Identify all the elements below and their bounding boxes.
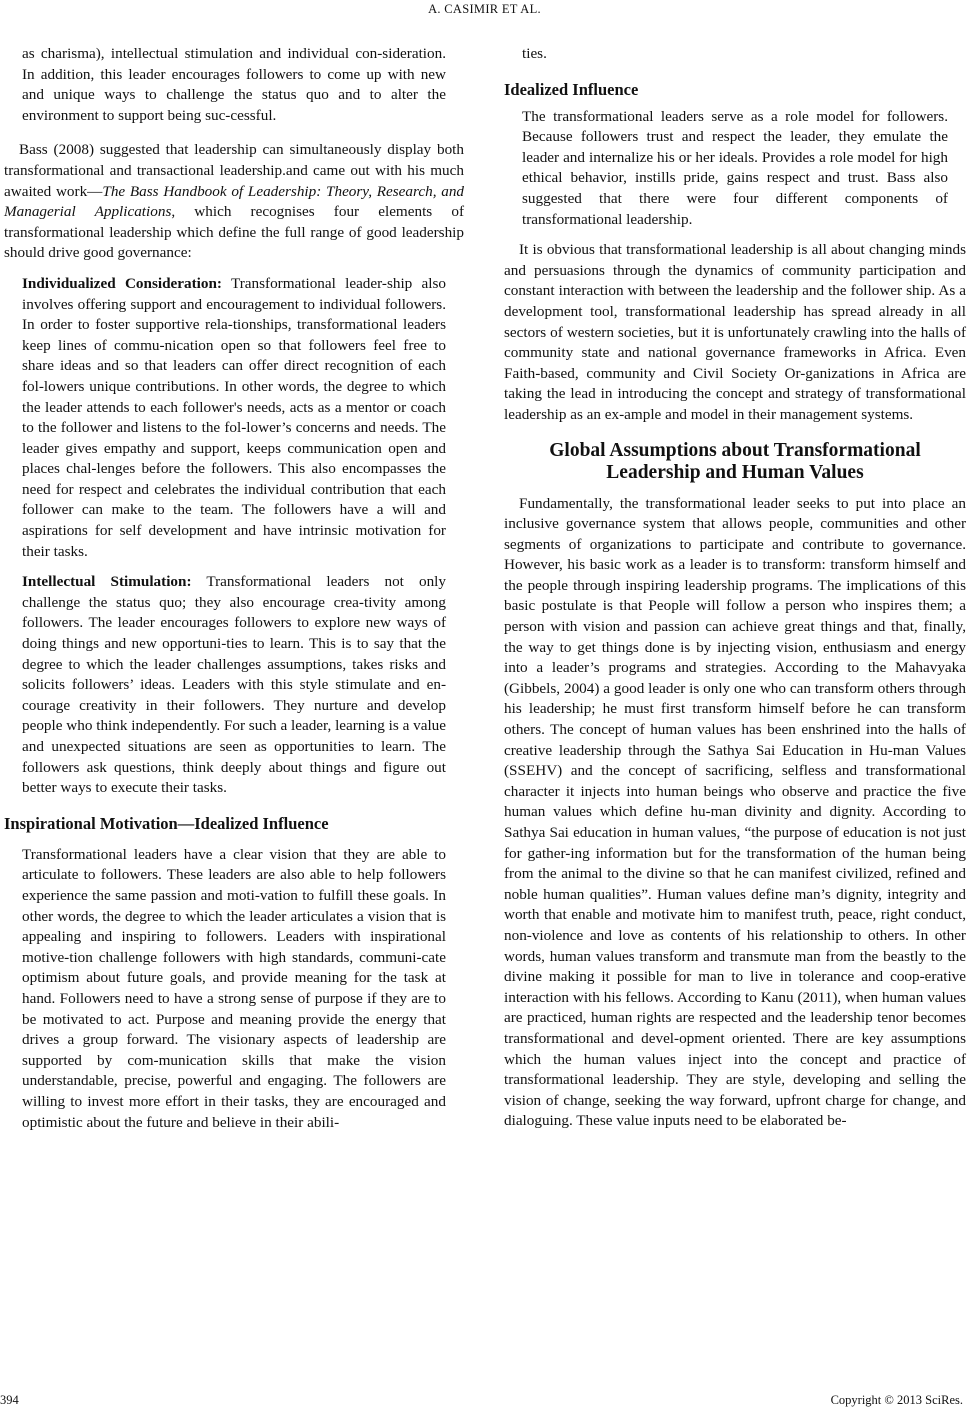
bass-handbook-title: The Bass Handbook of Leadership: Theory, Research, and Managerial Applications <box>4 182 465 221</box>
is-term: Intellectual Stimulation: <box>22 573 192 591</box>
running-head: A. CASIMIR ET AL. <box>428 2 541 16</box>
ic-text: Transformational leader-ship also involves offering support and encouragement to individual followers. In order to foster supportive rela-tionships, transformational leaders keep lines of commu-nication open so that followers feel free to share ideas and so that leaders can offer direct recognition of each fol-lowers unique contributions. In other words, the degree to which the leader attends to each follower's needs, acts as a mentor or coach to the follower and listens to the fol-lower’s concerns and needs. The leader gives empathy and support, keeps communication open and places chal-lenges before the followers. This also encompasses the need for respect and celebrates the individual contribution that each follower can make to the team. The followers have a will and aspirations for self development and have intrinsic motivation for their tasks. <box>22 274 446 560</box>
is-text: Transformational leaders not only challenge the status quo; they also encourage crea-tivity among followers. The leader encourages followers to explore new ways of doing things and new opportuni-ties to learn. This is to say that the degree to which the leader challenges assumptions, takes risks and solicits followers’ ideas. Leaders with this style stimulate and en-courage creativity in their followers. They nurture and develop people who think independently. For such a leader, learning is a value and unexpected situations are seen as opportunities to learn. The followers ask questions, think deeply about things and figure out better ways to execute their tasks. <box>22 573 446 797</box>
right-column <box>504 44 966 1132</box>
copyright: Copyright © 2013 SciRes. <box>830 1393 963 1407</box>
heading-idealized-influence: Idealized Influence <box>504 79 639 99</box>
intellectual-stimulation <box>22 572 446 799</box>
paragraph-bass <box>4 140 464 264</box>
ic-term: Individualized Consideration: <box>22 274 222 292</box>
paragraph-fundamentally: Fundamentally, the transformational leader seeks to put into place an inclusive governance system that allows people, communities and other segments of organizations to participate and contribute to governance. However, his basic work as a leader is to transform: transform himself and the people through inspiring leadership programs. The implications of this basic postulate is that People will follow a person who inspires them; a person with vision and passion can achieve great things and that, finally, the way to get things done is by injecting vision, enthusiasm and energy into a leader’s programs and strategies. According to the Mahavyaka (Gibbels, 2004) a good leader is only one who can transform others through his leadership; he must first transform himself before he can transform others. The concept of human values has been enshrined into the halls of creative leadership through the Sathya Sai Education in Hu-man Values (SSEHV) and the concept of sacrificing, selfless and transformational character it injects into human beings who observe and practice the five human values which define hu-man divinity and dignity. According to Sathya Sai education in human values, “the purpose of education is not just for gather-ing information but for the transformation of the human being from the animal to the divine so that he can manifest civilized, refined and noble human qualities”. Human values define man’s dignity, integrity and worth that enable and motivate him to manifest truth, peace, right conduct, non-violence and love as contents of his relationship to others. In other words, human values transform and transmute man from the beastly to the divine making it possible for man to live in tolerance and coop-erative interaction with his fellows. According to Kanu (2011), when human values are practiced, human rights are respected and the leadership tenor becomes transformational and devel-opment oriented. There are key assumptions which the human values inject into the concept and practice of transformational leadership. They are style, developing and selling the vision of change, seeking the way forward, upfront charge for change, and dialoguing. These value inputs need to be elaborated be- <box>504 494 966 1130</box>
individualized-consideration <box>22 274 446 562</box>
paragraph-continuation-right: ties. <box>522 45 547 62</box>
paragraph-obvious: It is obvious that transformational leadership is all about changing minds and persuasions through the dynamics of community participation and constant interaction with between the leadership and the follower ship. As a development tool, transformational leadership has spread already in all sectors of western societies, but it is unfortunately crawling into the halls of community state and national governance frameworks in Africa. Even Faith-based, community and Civil Society Or-ganizations in Africa are taking the lead in introducing the concept and strategy of transformational leadership as an ex-ample and model in their management systems. <box>504 241 966 423</box>
idealized-influence-text: The transformational leaders serve as a role model for followers. Because followers trust and respect the leader, they emulate the leader and internalize his or her ideals. Provides a role model for high ethical behavior, instills pride, gains respect and trust. Bass also suggested that there were four different components of transformational leadership. <box>522 107 948 228</box>
heading-global-line-2: Leadership and Human Values <box>606 461 864 483</box>
paragraph-continuation: as charisma), intellectual stimulation and individual con-sideration. In addition, this leader encourages followers to come up with new and unique ways to challenge the status quo and to alter the environment to support being suc-cessful. <box>22 45 446 124</box>
heading-global-assumptions <box>504 440 966 484</box>
left-column <box>4 44 464 1133</box>
bass-text-a: Bass (2008) suggested that leadership can simultaneously display both transformational and transactional leadership.and came out with his much awaited work— <box>4 141 464 200</box>
inspirational-motivation-text: Transformational leaders have a clear vision that they are able to articulate to followers. These leaders are also able to help followers experience the same passion and moti-vation to fulfill these goals. In other words, the degree to which the leader articulates a vision that is appealing and inspiring to followers. Leaders with inspirational motive-tion challenge followers with high standards, communi-cate optimism about future goals, and provide meaning for the task at hand. Followers need to have a strong sense of purpose if they are to be motivated to act. Purpose and meaning provide the energy that drives a group forward. The visionary aspects of leadership are supported by com-munication skills that make the vision understandable, precise, powerful and engaging. The followers are willing to invest more effort in their tasks, they are encouraged and optimistic about the future and believe in their abili- <box>22 845 446 1131</box>
page-number: 394 <box>0 1393 19 1407</box>
heading-inspirational-motivation: Inspirational Motivation—Idealized Influence <box>4 813 329 833</box>
heading-global-line-1: Global Assumptions about Transformational <box>549 439 921 461</box>
bass-text-b: , which recognises four elements of transformational leadership which define the full range of good leadership should drive good governance: <box>4 203 464 262</box>
